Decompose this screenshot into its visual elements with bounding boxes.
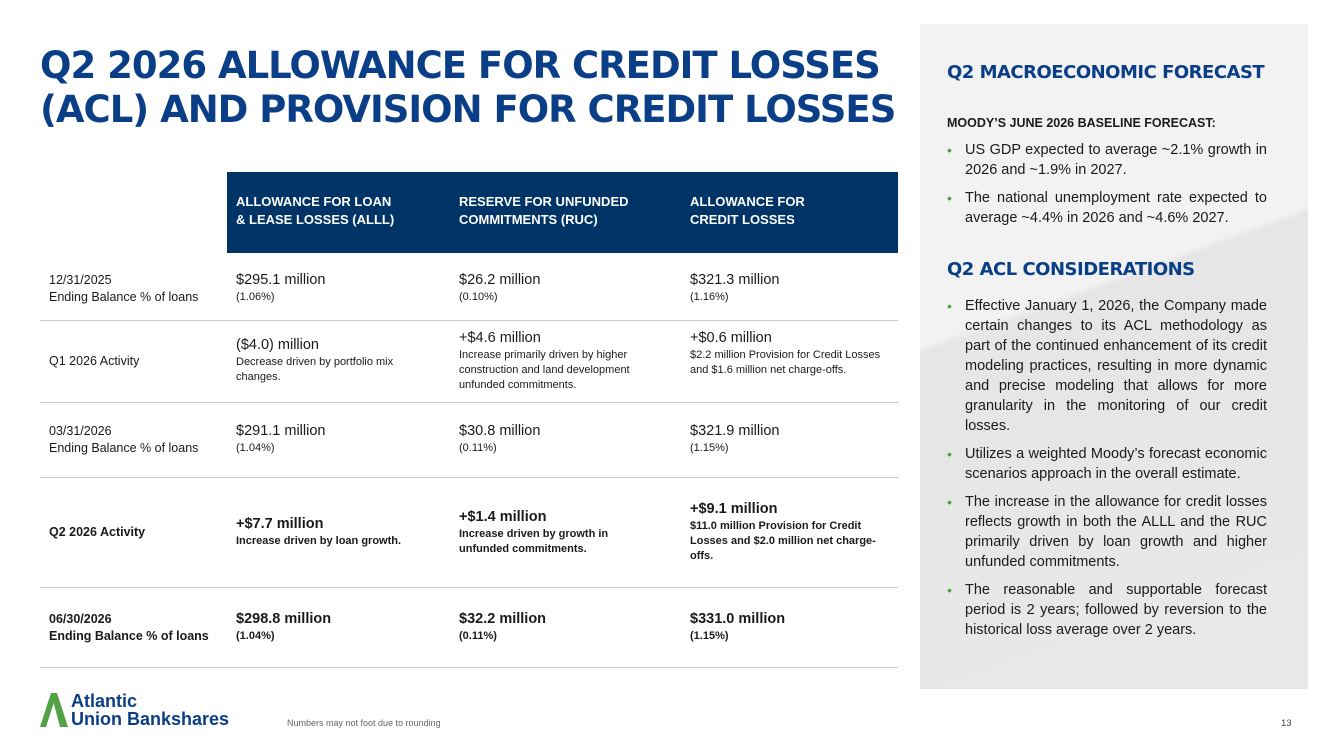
logo-text-line-1: Atlantic xyxy=(71,691,138,711)
header-ruc-line-1: RESERVE FOR UNFUNDED xyxy=(459,194,629,209)
cell-detail: (0.11%) xyxy=(459,442,497,454)
bullet-icon: • xyxy=(947,446,952,462)
cell-detail: Increase driven by growth in unfunded commitments. xyxy=(459,528,609,555)
list-item-text: Effective January 1, 2026, the Company made certain changes to its ACL methodology as part of the continued enhancement of its credit modeling practices, resulting in more dynamic and precise modeling that allows for more granularity in the monitoring of our credit losses. xyxy=(965,298,1267,434)
page-title xyxy=(40,44,900,132)
table-row xyxy=(40,588,898,668)
list-item xyxy=(947,296,1267,436)
header-acl-line-1: ALLOWANCE FOR xyxy=(690,194,805,209)
row-label xyxy=(49,353,139,370)
header-ruc-line-2: COMMITMENTS (RUC) xyxy=(459,212,598,227)
cell-value: $32.2 million xyxy=(459,611,547,627)
cell-ruc xyxy=(459,610,669,644)
bullet-icon: • xyxy=(947,494,952,510)
cell-value: $26.2 million xyxy=(459,272,541,288)
cell-alll xyxy=(236,610,436,644)
cell-value: +$0.6 million xyxy=(690,330,772,346)
cell-ruc xyxy=(459,271,669,305)
cell-value: +$1.4 million xyxy=(459,509,547,525)
row-label xyxy=(49,272,198,306)
cell-value: ($4.0) million xyxy=(236,337,319,353)
header-alll-line-2: & LEASE LOSSES (ALLL) xyxy=(236,212,395,227)
cell-alll xyxy=(236,336,426,385)
list-item xyxy=(947,492,1267,572)
macro-forecast-title: Q2 MACROECONOMIC FORECAST xyxy=(947,62,1265,83)
company-logo xyxy=(40,692,280,732)
list-item xyxy=(947,580,1267,640)
cell-detail: Increase driven by loan growth. xyxy=(236,535,402,547)
bullet-icon: • xyxy=(947,582,952,598)
row-label-line-2: Ending Balance % of loans xyxy=(49,441,199,455)
list-item xyxy=(947,140,1267,180)
acl-considerations-list xyxy=(947,296,1267,648)
cell-acl xyxy=(690,271,890,305)
cell-value: $291.1 million xyxy=(236,423,326,439)
table-row xyxy=(40,403,898,478)
list-item xyxy=(947,188,1267,228)
cell-detail: (1.04%) xyxy=(236,442,275,454)
cell-acl xyxy=(690,610,890,644)
cell-value: $298.8 million xyxy=(236,611,332,627)
header-alll-line-1: ALLOWANCE FOR LOAN xyxy=(236,194,392,209)
cell-ruc xyxy=(459,329,664,393)
row-label-line-1: 06/30/2026 xyxy=(49,612,112,626)
macro-forecast-list xyxy=(947,140,1267,236)
cell-value: $321.3 million xyxy=(690,272,780,288)
macro-forecast-subtitle: MOODY’S JUNE 2026 BASELINE FORECAST: xyxy=(947,116,1216,130)
forecast-panel xyxy=(920,24,1308,689)
cell-detail: (1.15%) xyxy=(690,442,729,454)
cell-detail: (1.04%) xyxy=(236,630,275,642)
bullet-icon: • xyxy=(947,142,952,158)
cell-detail: (0.10%) xyxy=(459,291,498,303)
logo-text-line-2: Union Bankshares xyxy=(71,709,230,729)
cell-detail: (0.11%) xyxy=(459,630,497,642)
page-title-line-2: (ACL) AND PROVISION FOR CREDIT LOSSES xyxy=(40,88,896,131)
cell-detail: $2.2 million Provision for Credit Losses and $1.6 million net charge-offs. xyxy=(690,349,881,376)
cell-value: $321.9 million xyxy=(690,423,780,439)
cell-alll xyxy=(236,422,436,456)
cell-detail: (1.16%) xyxy=(690,291,729,303)
row-label-line-1: Q1 2026 Activity xyxy=(49,354,140,368)
header-ruc xyxy=(459,193,629,229)
list-item-text: US GDP expected to average ~2.1% growth in 2026 and ~1.9% in 2027. xyxy=(965,142,1267,178)
cell-value: +$7.7 million xyxy=(236,516,324,532)
cell-acl xyxy=(690,500,890,564)
cell-value: $331.0 million xyxy=(690,611,786,627)
cell-ruc xyxy=(459,422,669,456)
cell-alll xyxy=(236,515,436,549)
row-label xyxy=(49,611,209,645)
cell-acl xyxy=(690,329,890,378)
cell-acl xyxy=(690,422,890,456)
bullet-icon: • xyxy=(947,298,952,314)
row-label-line-1: 03/31/2026 xyxy=(49,424,112,438)
header-alll xyxy=(236,193,394,229)
cell-ruc xyxy=(459,508,639,557)
list-item-text: The reasonable and supportable forecast period is 2 years; followed by reversion to the historical loss average over 2 years. xyxy=(965,582,1267,638)
acl-considerations-title: Q2 ACL CONSIDERATIONS xyxy=(947,259,1195,280)
cell-detail: Increase primarily driven by higher construction and land development unfunded commitments. xyxy=(459,349,630,391)
row-label-line-1: Q2 2026 Activity xyxy=(49,525,146,539)
page-title-line-1: Q2 2026 ALLOWANCE FOR CREDIT LOSSES xyxy=(40,44,880,87)
header-acl-line-2: CREDIT LOSSES xyxy=(690,212,795,227)
footnote: Numbers may not foot due to rounding xyxy=(287,718,441,728)
row-label-line-2: Ending Balance % of loans xyxy=(49,290,199,304)
bullet-icon: • xyxy=(947,190,952,206)
cell-detail: Decrease driven by portfolio mix changes. xyxy=(236,356,394,383)
table-row xyxy=(40,478,898,588)
list-item xyxy=(947,444,1267,484)
cell-value: +$9.1 million xyxy=(690,501,778,517)
cell-value: $295.1 million xyxy=(236,272,326,288)
cell-value: +$4.6 million xyxy=(459,330,541,346)
header-acl xyxy=(690,193,805,229)
table-header xyxy=(227,172,898,253)
cell-detail: (1.06%) xyxy=(236,291,275,303)
table-row xyxy=(40,321,898,403)
row-label xyxy=(49,423,198,457)
logo-mark-icon xyxy=(40,693,68,727)
row-label-line-1: 12/31/2025 xyxy=(49,273,112,287)
cell-value: $30.8 million xyxy=(459,423,541,439)
cell-detail: $11.0 million Provision for Credit Losses and $2.0 million net charge-offs. xyxy=(690,520,876,562)
row-label xyxy=(49,524,145,541)
table-row xyxy=(40,253,898,321)
page-number: 13 xyxy=(1281,718,1292,729)
cell-detail: (1.15%) xyxy=(690,630,729,642)
list-item-text: The increase in the allowance for credit losses reflects growth in both the ALLL and the RUC primarily driven by loan growth and higher unfunded commitments. xyxy=(965,494,1267,570)
list-item-text: Utilizes a weighted Moody’s forecast economic scenarios approach in the overall estimate. xyxy=(965,446,1267,482)
list-item-text: The national unemployment rate expected to average ~4.4% in 2026 and ~4.6% 2027. xyxy=(965,190,1267,226)
cell-alll xyxy=(236,271,436,305)
row-label-line-2: Ending Balance % of loans xyxy=(49,629,209,643)
